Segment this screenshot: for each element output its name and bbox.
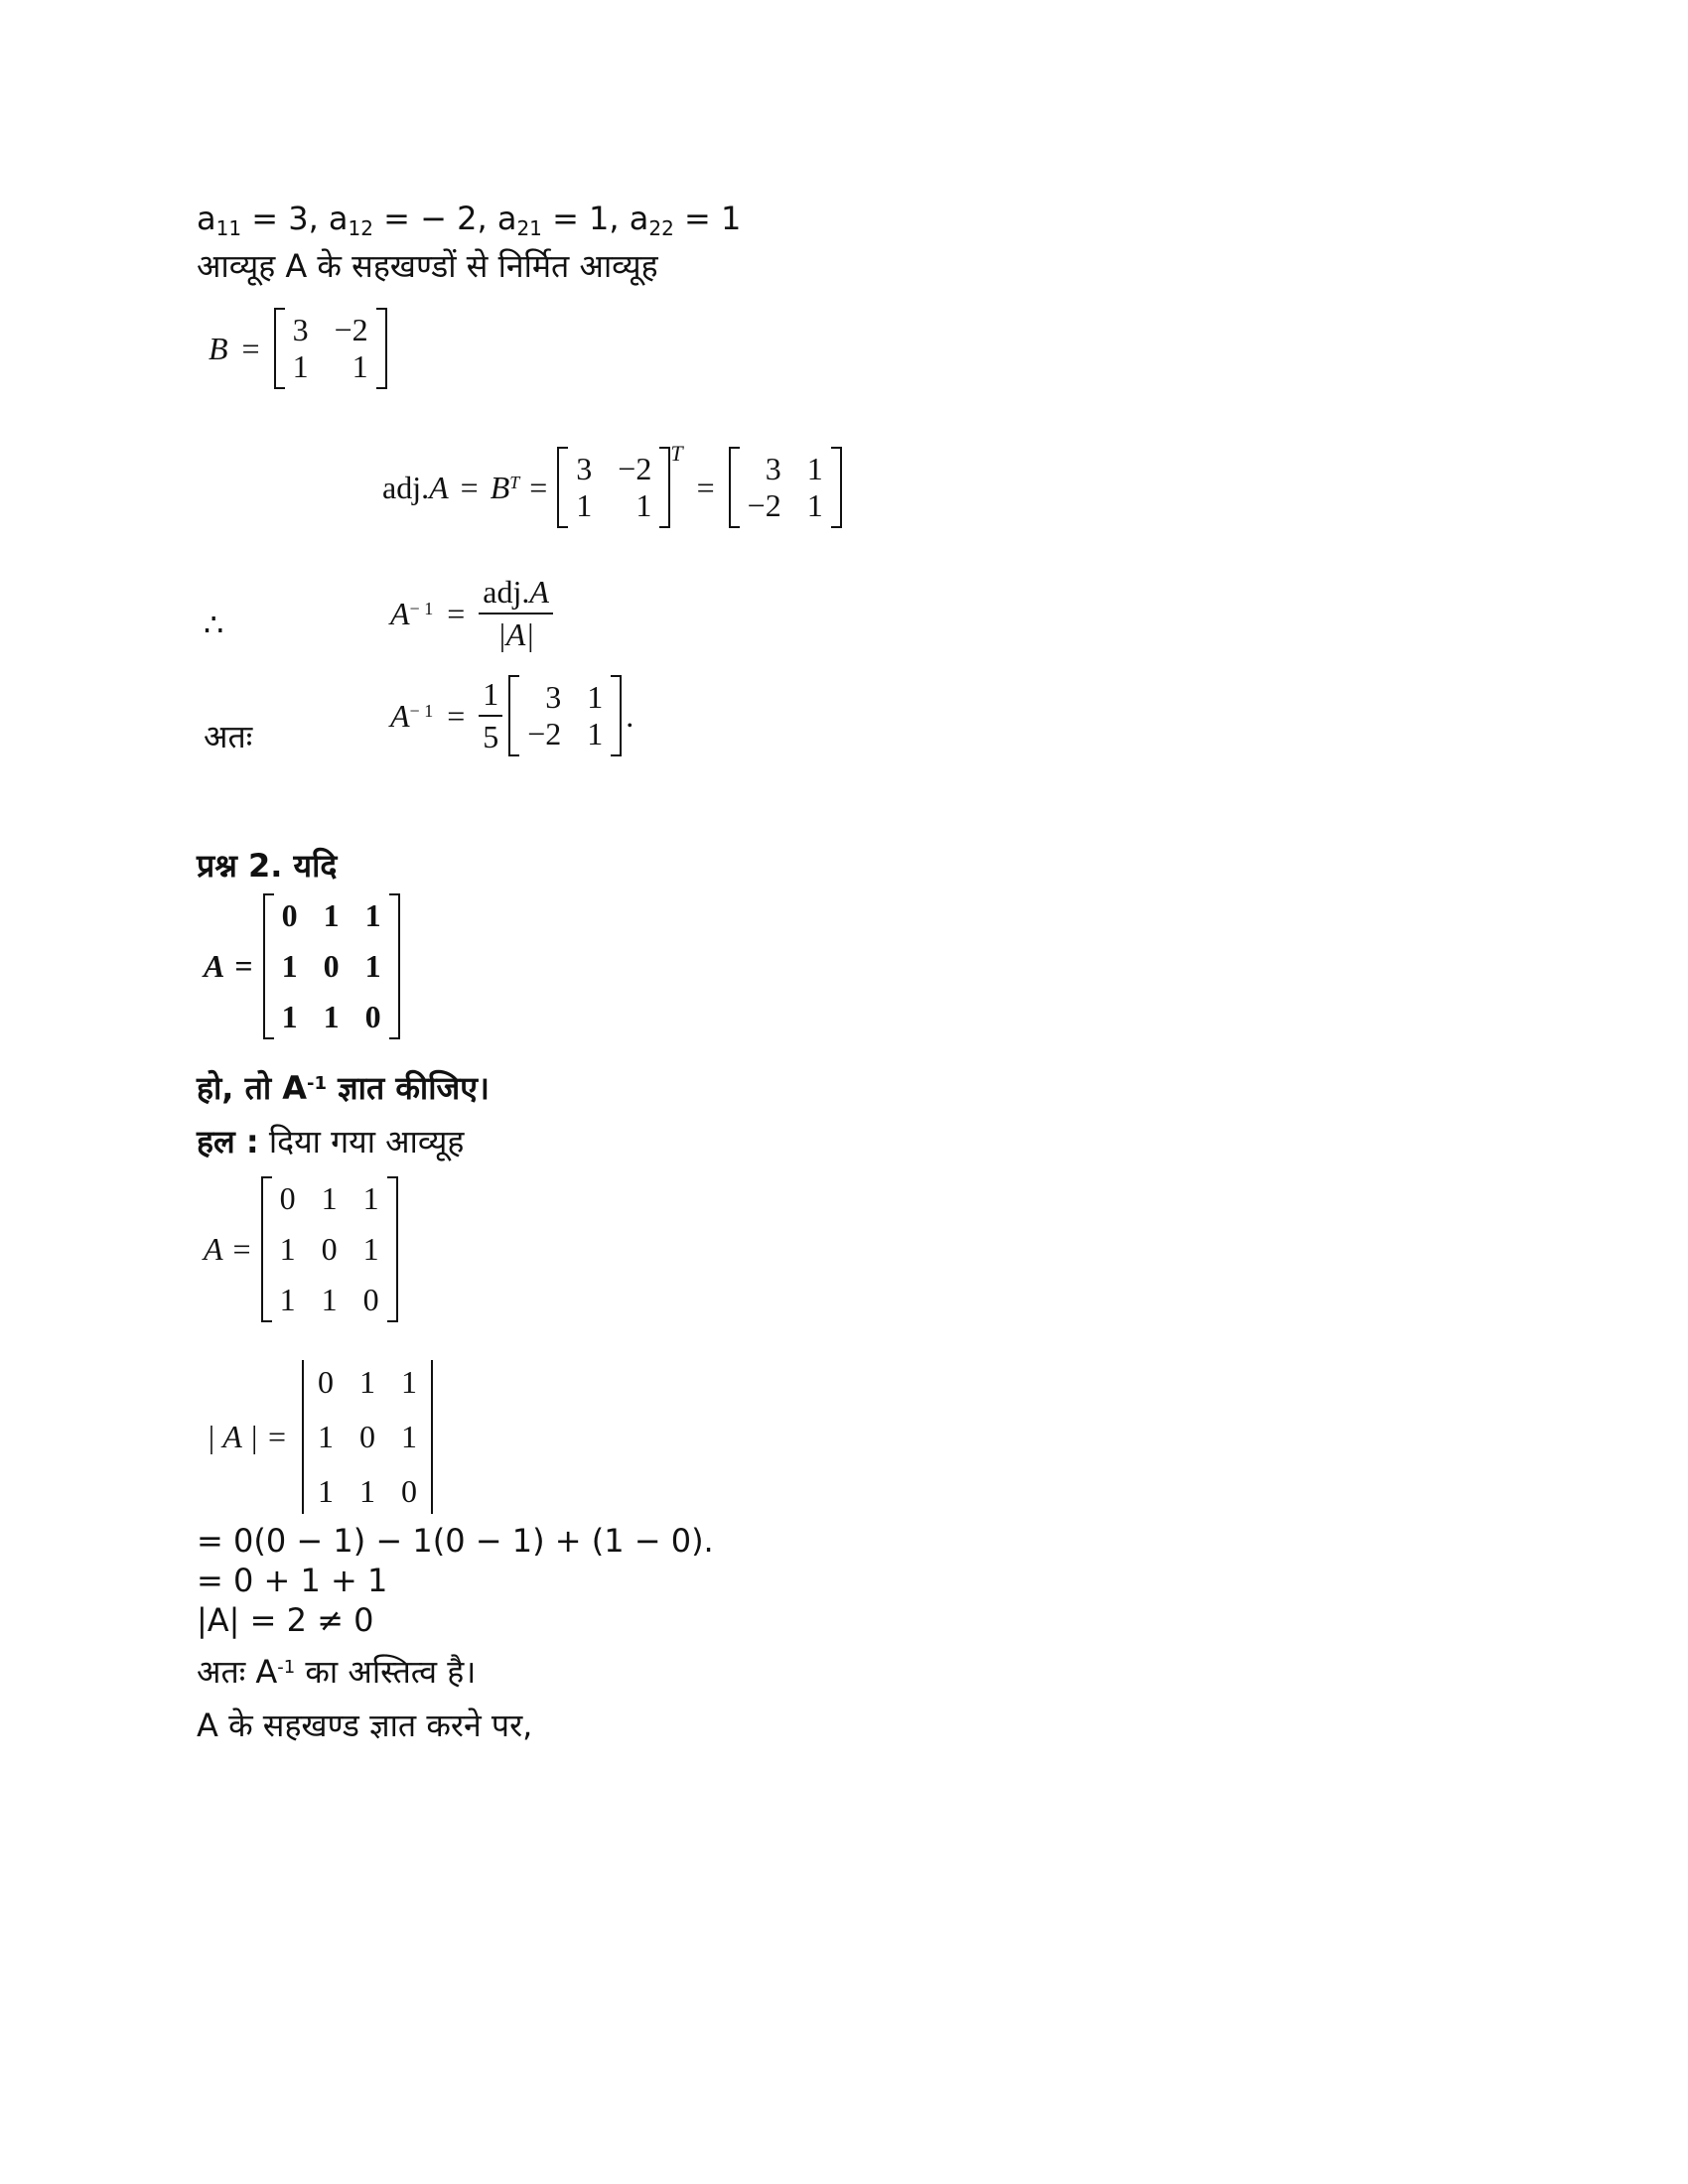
question-matrix [263, 893, 400, 1039]
matrix-cell: 1 [323, 897, 340, 933]
matrix-cell: 0 [279, 1180, 296, 1216]
matrix-b-transpose [557, 447, 670, 528]
matrix-cell: 0 [364, 999, 381, 1034]
matrix-cell: 1 [364, 897, 381, 933]
matrix-cell: 0 [362, 1282, 379, 1317]
matrix-cell: 1 [323, 999, 340, 1034]
matrix-cell: 0 [401, 1473, 418, 1509]
matrix-cell: 0 [321, 1231, 338, 1267]
matrix-b-equation: B = 3 −2 1 1 [209, 308, 387, 389]
question-tail: हो, तो $A^{-1}$ ज्ञात कीजिए। [197, 1069, 491, 1107]
therefore-symbol: ∴ [204, 607, 224, 642]
matrix-cell: 1 [281, 948, 298, 984]
inverse-result: $A^{- 1}$ = $\frac{1}{5}$ 3 1 −2 1 . [390, 676, 634, 754]
matrix-cell: 1 [587, 716, 604, 751]
matrix-cell: 1 [401, 1419, 418, 1454]
matrix-cell: 0 [318, 1364, 335, 1400]
matrix-cell: 1 [401, 1364, 418, 1400]
hence-label: अतः [204, 718, 253, 755]
adjoint-matrix [729, 447, 842, 528]
matrix-cell: −2 [618, 451, 652, 486]
matrix-cell: 0 [359, 1419, 376, 1454]
matrix-cell: 1 [352, 348, 368, 384]
matrix-cell: 3 [576, 451, 593, 486]
determinant-equation: | A | = 0 1 1 1 0 1 1 1 0 [207, 1360, 439, 1514]
matrix-cell: 3 [765, 451, 781, 486]
matrix-cell: 1 [281, 999, 298, 1034]
calc-line-2: = 0 + 1 + 1 [197, 1562, 388, 1599]
cofactor-matrix-sentence: आव्यूह A के सहखण्डों से निर्मित आव्यूह [197, 247, 658, 285]
matrix-cell: 1 [359, 1473, 376, 1509]
matrix-cell: 1 [321, 1282, 338, 1317]
matrix-cell: 1 [576, 487, 593, 523]
matrix-cell: 1 [364, 948, 381, 984]
determinant [296, 1360, 439, 1514]
matrix-cell: 1 [362, 1180, 379, 1216]
adjoint-equation: adj. A = $B^T$ = 3 −2 1 1 $^T$ = 3 1 −2 1 [382, 447, 842, 528]
matrix-cell: 1 [806, 487, 823, 523]
scalar-fraction: $\frac{1}{5}$ [479, 676, 502, 755]
inverse-fraction: $\frac{\text{adj.A}}{|A|}$ [479, 574, 553, 653]
matrix-cell: 1 [359, 1364, 376, 1400]
matrix-cell: 3 [292, 312, 309, 347]
matrix-cell: 3 [545, 679, 562, 715]
calc-line-1: = 0(0 − 1) − 1(0 − 1) + (1 − 0). [197, 1522, 714, 1560]
matrix-cell: 1 [318, 1473, 335, 1509]
solution-line: हल : दिया गया आव्यूह [197, 1123, 465, 1160]
question-heading: प्रश्न 2. यदि [197, 847, 338, 885]
matrix-cell: 1 [806, 451, 823, 486]
calc-line-3: |A| = 2 ≠ 0 [197, 1601, 374, 1639]
matrix-cell: 1 [279, 1282, 296, 1317]
matrix-cell: 1 [318, 1419, 335, 1454]
matrix-cell: 1 [321, 1180, 338, 1216]
matrix-cell: 1 [635, 487, 652, 523]
matrix-cell: −2 [334, 312, 368, 347]
inverse-matrix [508, 675, 622, 756]
solution-matrix [261, 1176, 398, 1322]
cofactor-intro-line: A के सहखण्ड ज्ञात करने पर, [197, 1706, 533, 1744]
matrix-cell: −2 [747, 487, 781, 523]
question-matrix-equation: A = 0 1 1 1 0 1 1 1 0 [204, 893, 400, 1039]
matrix-cell: −2 [527, 716, 562, 751]
matrix-cell: 0 [281, 897, 298, 933]
matrix-cell: 0 [323, 948, 340, 984]
matrix-cell: 1 [292, 348, 309, 384]
matrix-cell: 1 [279, 1231, 296, 1267]
element-values-line: $a_{11} = 3$, $a_{12}$ = − 2, $a_{21} = 1$, $a_{22} = 1$ [197, 200, 742, 240]
solution-matrix-equation: A = 0 1 1 1 0 1 1 1 0 [204, 1176, 398, 1322]
matrix-cell: 1 [587, 679, 604, 715]
existence-line: अतः $A^{-1}$ का अस्तित्व है। [197, 1653, 477, 1691]
inverse-formula: $A^{- 1}$ = $\frac{\text{adj.A}}{|A|}$ [390, 574, 553, 653]
matrix-cell: 1 [362, 1231, 379, 1267]
matrix-b [274, 308, 387, 389]
